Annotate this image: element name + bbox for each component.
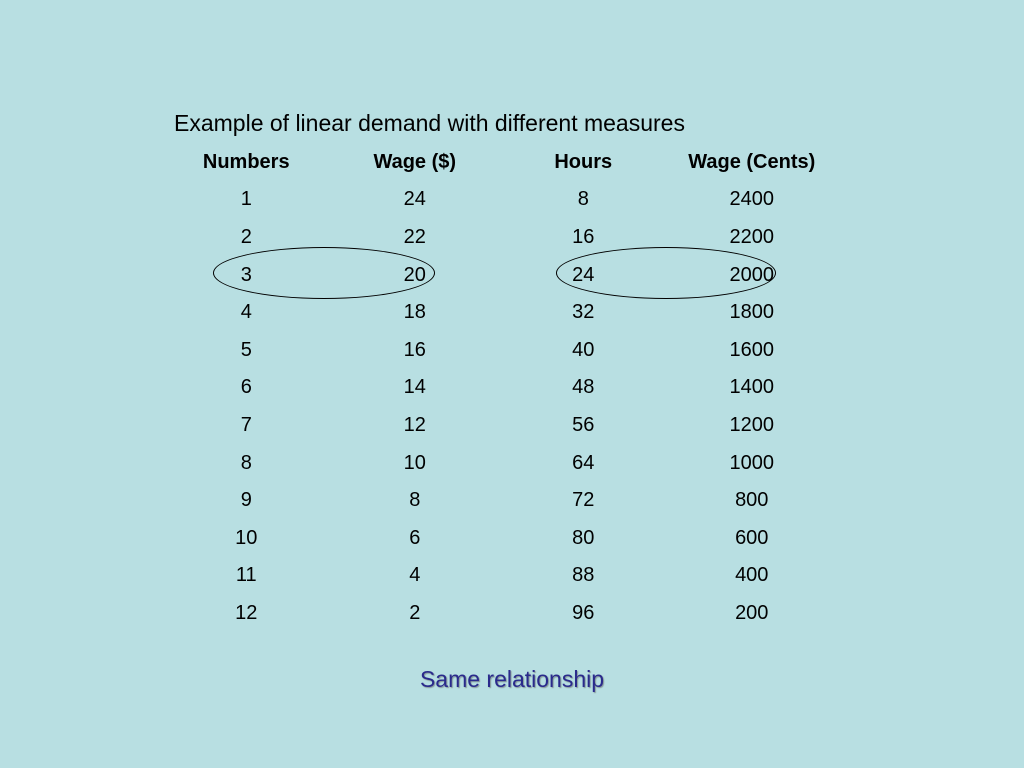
cell-numbers: 6 — [240, 376, 252, 399]
cell-numbers: 9 — [240, 489, 252, 512]
table-row — [162, 369, 836, 407]
cell-wage-dollars: 22 — [403, 225, 426, 248]
cell-hours: 8 — [577, 188, 589, 211]
table-row — [162, 481, 836, 519]
cell-wage-cents: 200 — [735, 601, 769, 624]
cell-wage-cents: 2400 — [729, 188, 774, 211]
cell-wage-cents: 1000 — [729, 451, 774, 474]
slide-title: Example of linear demand with different measures — [174, 110, 685, 136]
cell-hours: 16 — [572, 225, 595, 248]
header-wage-cents: Wage (Cents) — [688, 150, 816, 173]
cell-wage-dollars: 20 — [403, 263, 426, 286]
cell-hours: 24 — [572, 263, 595, 286]
cell-wage-dollars: 8 — [409, 489, 421, 512]
data-table — [162, 143, 836, 632]
cell-hours: 56 — [572, 413, 595, 436]
cell-hours: 32 — [572, 301, 595, 324]
cell-hours: 88 — [572, 564, 595, 587]
cell-numbers: 4 — [240, 301, 252, 324]
cell-hours: 80 — [572, 526, 595, 549]
highlight-ellipse-left — [213, 247, 435, 299]
cell-wage-cents: 800 — [735, 489, 769, 512]
cell-hours: 40 — [572, 338, 595, 361]
cell-numbers: 7 — [240, 413, 252, 436]
cell-numbers: 3 — [240, 263, 252, 286]
cell-wage-dollars: 18 — [403, 301, 426, 324]
cell-wage-cents: 1400 — [729, 376, 774, 399]
cell-hours: 64 — [572, 451, 595, 474]
header-hours: Hours — [554, 150, 613, 173]
cell-wage-cents: 2200 — [729, 225, 774, 248]
cell-wage-dollars: 4 — [409, 564, 421, 587]
table-row — [162, 181, 836, 219]
highlight-ellipse-right — [556, 247, 776, 299]
table-row — [162, 444, 836, 482]
cell-wage-cents: 1600 — [729, 338, 774, 361]
cell-wage-dollars: 2 — [409, 601, 421, 624]
header-numbers: Numbers — [202, 150, 290, 173]
cell-wage-cents: 2000 — [729, 263, 774, 286]
cell-wage-cents: 600 — [735, 526, 769, 549]
cell-wage-dollars: 16 — [403, 338, 426, 361]
cell-hours: 72 — [572, 489, 595, 512]
cell-hours: 96 — [572, 601, 595, 624]
cell-numbers: 5 — [240, 338, 252, 361]
table-row — [162, 331, 836, 369]
cell-wage-dollars: 14 — [403, 376, 426, 399]
cell-wage-dollars: 10 — [403, 451, 426, 474]
cell-numbers: 11 — [235, 564, 257, 587]
cell-numbers: 10 — [235, 526, 258, 549]
table-row — [162, 519, 836, 557]
cell-wage-dollars: 6 — [409, 526, 421, 549]
table-row — [162, 293, 836, 331]
cell-wage-cents: 400 — [735, 564, 769, 587]
cell-wage-dollars: 24 — [403, 188, 426, 211]
cell-numbers: 2 — [240, 225, 252, 248]
header-wage-dollars: Wage ($) — [373, 150, 457, 173]
cell-numbers: 1 — [240, 188, 252, 211]
cell-hours: 48 — [572, 376, 595, 399]
cell-wage-cents: 1200 — [729, 413, 774, 436]
table-row — [162, 594, 836, 632]
footer-caption: Same relationship — [419, 666, 605, 692]
cell-wage-cents: 1800 — [729, 301, 774, 324]
table-header-row — [162, 143, 836, 181]
table-row — [162, 406, 836, 444]
cell-numbers: 8 — [240, 451, 252, 474]
cell-numbers: 12 — [235, 601, 258, 624]
cell-wage-dollars: 12 — [403, 413, 426, 436]
table-row — [162, 557, 836, 595]
